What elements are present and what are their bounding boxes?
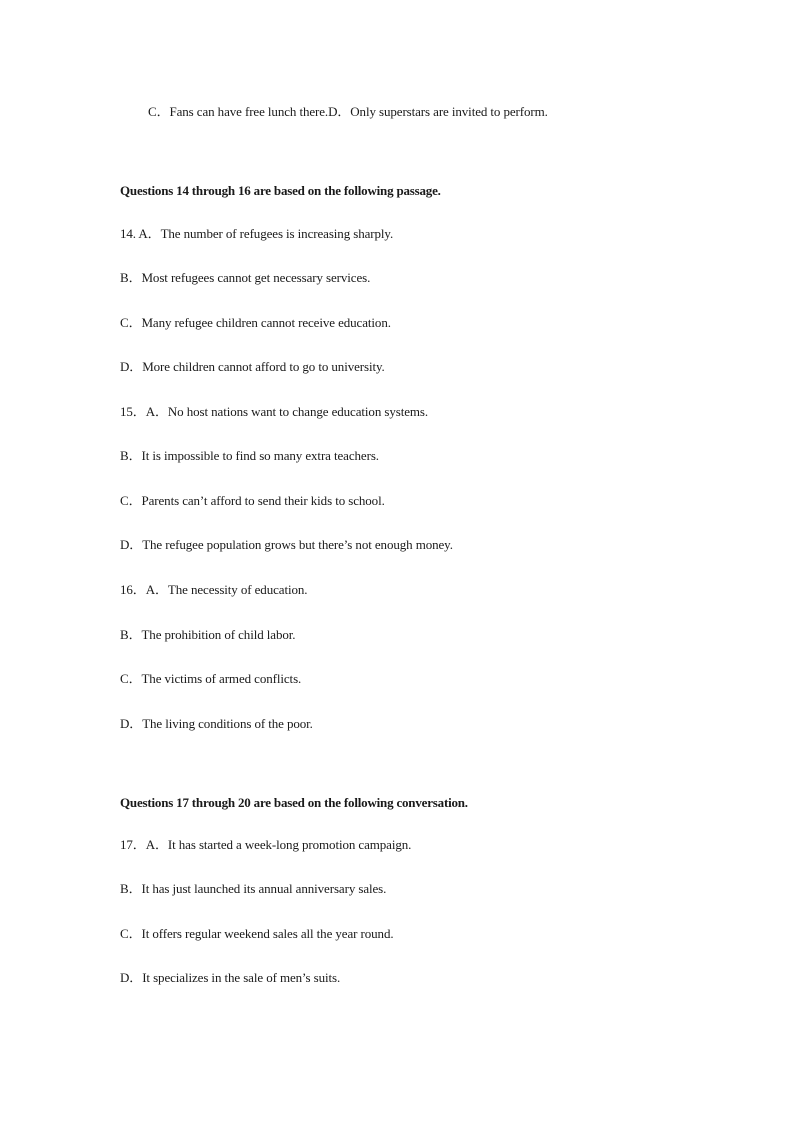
section-heading-17-20: Questions 17 through 20 are based on the following conversation. <box>120 795 468 810</box>
q15-option-d: D．The refugee population grows but there’s not enough money. <box>120 537 453 552</box>
q14-option-c: C．Many refugee children cannot receive education. <box>120 315 391 330</box>
question-13-options-cd: C．Fans can have free lunch there.D．Only superstars are invited to perform. <box>148 104 548 119</box>
q16-option-a: 16．A．The necessity of education. <box>120 582 308 597</box>
q16-option-b: B．The prohibition of child labor. <box>120 627 296 642</box>
q14-option-d: D．More children cannot afford to go to university. <box>120 359 385 374</box>
q14-option-a: 14. A．The number of refugees is increasing sharply. <box>120 226 394 241</box>
q16-option-c: C．The victims of armed conflicts. <box>120 671 302 686</box>
q15-option-b: B．It is impossible to find so many extra teachers. <box>120 448 379 463</box>
q15-option-c: C．Parents can’t afford to send their kids to school. <box>120 493 385 508</box>
q14-option-b: B．Most refugees cannot get necessary services. <box>120 270 371 285</box>
q15-option-a: 15．A．No host nations want to change education systems. <box>120 404 428 419</box>
section-heading-14-16: Questions 14 through 16 are based on the following passage. <box>120 183 441 198</box>
q17-option-c: C．It offers regular weekend sales all the year round. <box>120 926 394 941</box>
q16-option-d: D．The living conditions of the poor. <box>120 716 313 731</box>
q17-option-a: 17．A．It has started a week-long promotion campaign. <box>120 837 412 852</box>
q17-option-d: D．It specializes in the sale of men’s suits. <box>120 970 341 985</box>
q17-option-b: B．It has just launched its annual anniversary sales. <box>120 881 387 896</box>
